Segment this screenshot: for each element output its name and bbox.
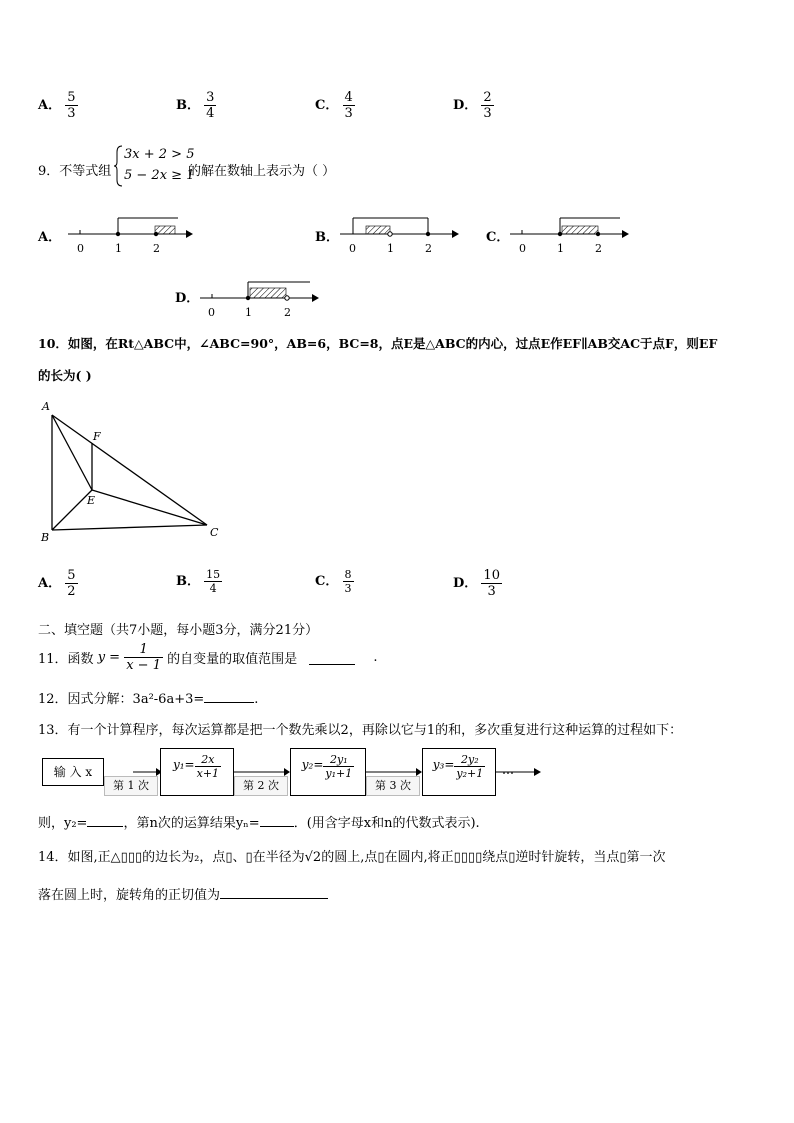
tick-2: 2 xyxy=(284,306,291,319)
section-title: 二、填空题（共7小题，每小题3分，满分21分） xyxy=(38,623,319,638)
q9-line2: 5 − 2x ≥ 1 xyxy=(124,168,195,183)
q10-line2: 的长为( ) xyxy=(38,368,92,383)
tick-1: 1 xyxy=(245,306,252,319)
tick-0: 0 xyxy=(208,306,215,319)
q9-option-d-label: D． xyxy=(175,291,200,306)
label-c: C xyxy=(210,526,219,539)
q8-option-c: C． $\frac{4}{3}$ xyxy=(315,90,353,121)
q9-option-c-label: C． xyxy=(486,230,510,245)
box-y3: y₃= $\frac{\text{2y₂}}{\text{y₂+1}}$ xyxy=(422,748,496,796)
q8-option-b: B． $\frac{3}{4}$ xyxy=(176,90,215,121)
continuation-dots: … xyxy=(502,763,514,777)
q10-triangle-figure xyxy=(35,395,230,545)
q10-line1: 10．如图，在Rt△ABC中，∠ABC=90°，AB=6，BC=8，点E是△ABC的内心，过点E作EF∥AB交AC于点F，则EF xyxy=(38,336,718,351)
q13-answer: 则，y₂= ，第n次的运算结果yₙ= ．(用含字母x和n的代数式表示). xyxy=(38,812,480,831)
q9-system xyxy=(113,144,195,188)
answer-blank xyxy=(204,689,254,703)
label-b: B xyxy=(41,531,50,544)
q8-option-d: D． $\frac{2}{3}$ xyxy=(453,90,492,121)
box-y2: y₂= $\frac{\text{2y₁}}{\text{y₁+1}}$ xyxy=(290,748,366,796)
q9-numberline-c xyxy=(510,210,635,255)
q11: 11．函数 y = $\frac{1}{x - 1}$ 的自变量的取值范围是 . xyxy=(38,642,378,673)
answer-blank xyxy=(87,813,123,827)
tick-2: 2 xyxy=(153,242,160,255)
q9-option-b-label: B． xyxy=(315,230,339,245)
q9-option-a-label: A． xyxy=(38,230,62,245)
tick-2: 2 xyxy=(425,242,432,255)
q10-option-d: D． $\frac{10}{3}$ xyxy=(453,568,500,599)
step-1-label: 第 1 次 xyxy=(104,776,158,796)
step-3-label: 第 3 次 xyxy=(366,776,420,796)
answer-blank xyxy=(220,885,328,899)
answer-blank xyxy=(309,651,355,665)
tick-2: 2 xyxy=(595,242,602,255)
tick-0: 0 xyxy=(77,242,84,255)
label-f: F xyxy=(93,430,101,443)
q13-flow-diagram xyxy=(38,745,543,801)
label-a: A xyxy=(42,400,50,413)
q9-numberline-a xyxy=(68,210,193,255)
tick-0: 0 xyxy=(519,242,526,255)
answer-blank xyxy=(260,813,294,827)
step-2-label: 第 2 次 xyxy=(234,776,288,796)
q13-text: 13．有一个计算程序，每次运算都是把一个数先乘以2，再除以它与1的和，多次重复进行这种运算的过程如下： xyxy=(38,723,683,738)
input-box: 输 入 x xyxy=(42,758,104,786)
q9-suffix: 的解在数轴上表示为（ ） xyxy=(188,164,336,179)
q14-line2: 落在圆上时，旋转角的正切值为 xyxy=(38,884,328,903)
label-e: E xyxy=(87,494,96,507)
box-y1: y₁= $\frac{2x}{x+1}$ xyxy=(160,748,234,796)
q10-option-a: A． $\frac{5}{2}$ xyxy=(38,568,76,599)
tick-0: 0 xyxy=(349,242,356,255)
q9-numberline-b xyxy=(340,210,465,255)
q9-numberline-d xyxy=(200,272,325,320)
q9-prefix: 9．不等式组 xyxy=(38,164,112,179)
tick-1: 1 xyxy=(387,242,394,255)
brace-icon xyxy=(113,144,123,188)
tick-1: 1 xyxy=(115,242,122,255)
q9-line1: 3x + 2 > 5 xyxy=(124,147,195,162)
q14-line1: 14．如图,正△▯▯▯的边长为₂，点▯、▯在半径为√2的圆上,点▯在圆内,将正▯▯▯▯绕点▯逆时针旋转，当点▯第一次 xyxy=(38,850,666,865)
q8-option-a: A． $\frac{5}{3}$ xyxy=(38,90,76,121)
q10-option-c: C． $\frac{8}{3}$ xyxy=(315,568,352,595)
tick-1: 1 xyxy=(557,242,564,255)
q10-option-b: B． $\frac{15}{4}$ xyxy=(176,568,221,595)
q12: 12．因式分解：3a²-6a+3= . xyxy=(38,688,258,707)
